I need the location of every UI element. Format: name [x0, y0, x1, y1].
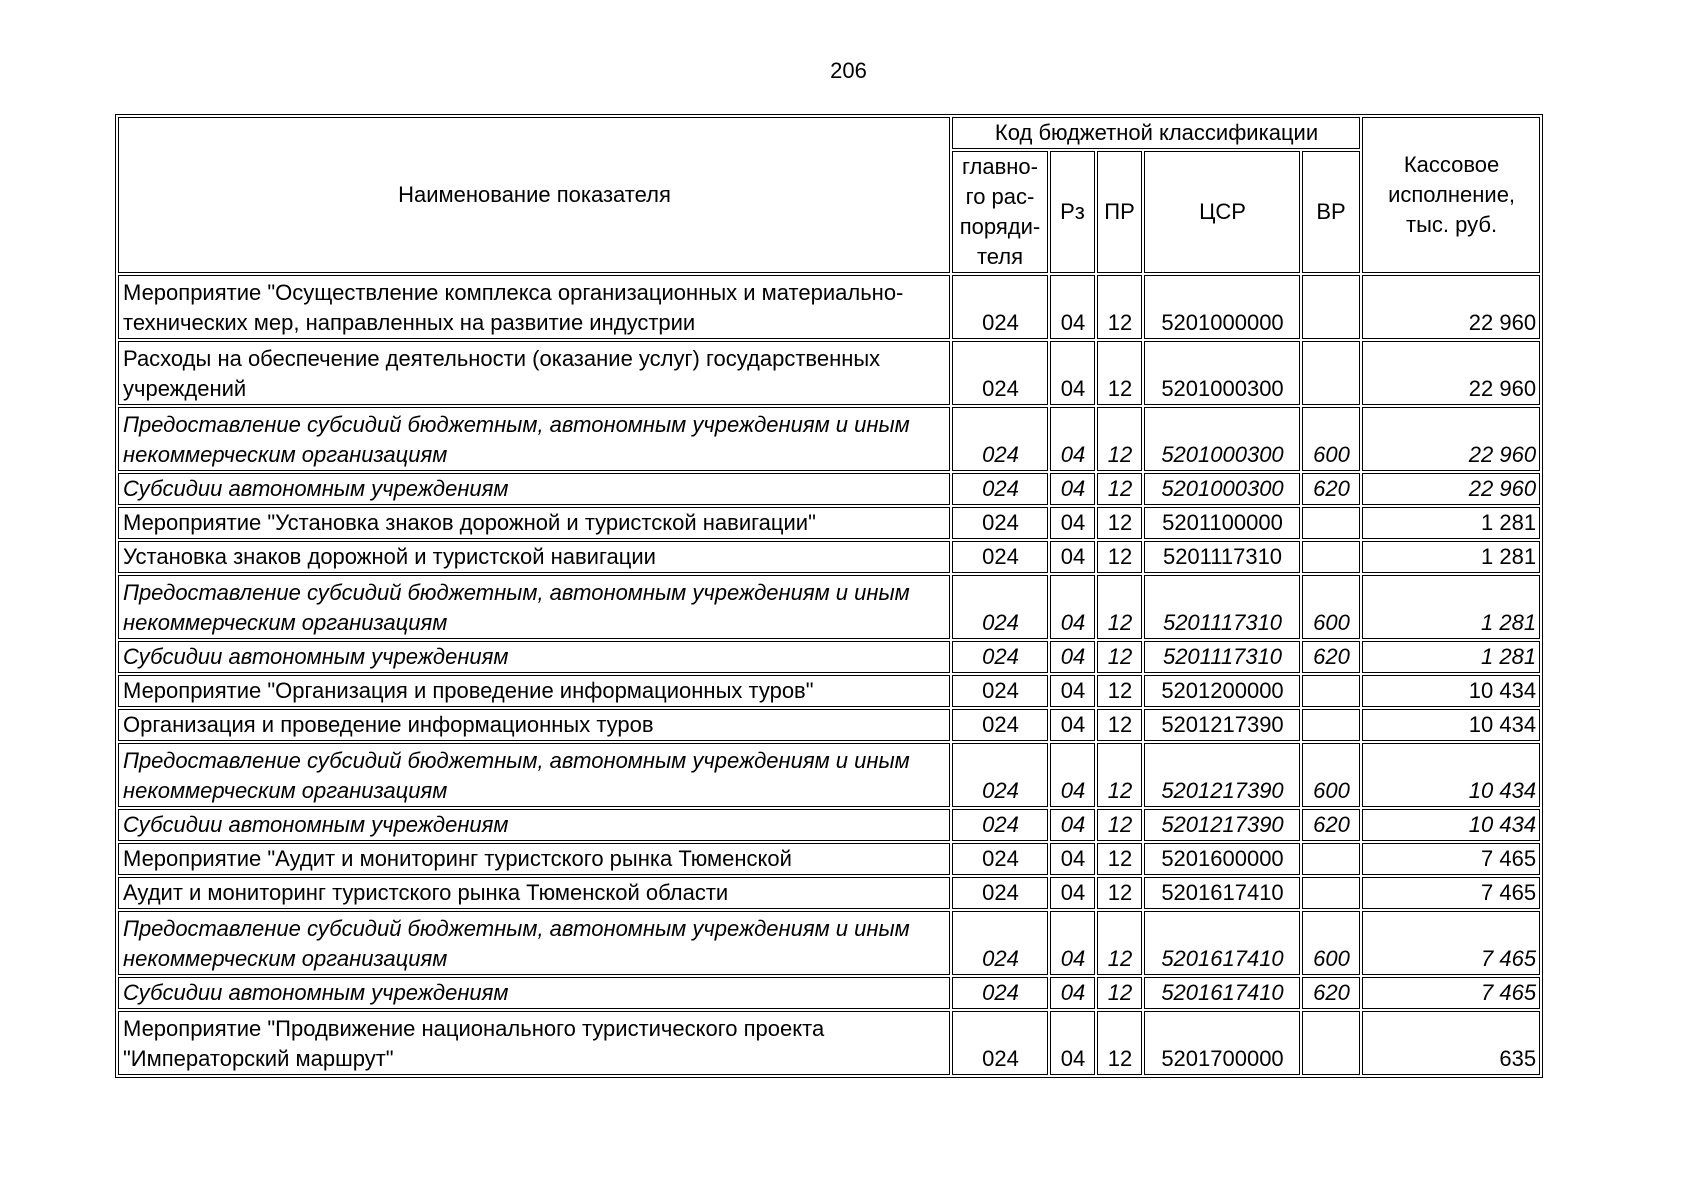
row-vr: 600: [1302, 743, 1360, 807]
page-number: 206: [830, 58, 867, 83]
row-csr: 5201217390: [1144, 743, 1300, 807]
row-name: Субсидии автономным учреждениям: [118, 473, 950, 505]
row-rz: 04: [1050, 911, 1095, 975]
header-amount: [1362, 117, 1540, 273]
row-name: Предоставление субсидий бюджетным, автономным учреждениям и иным некоммерческим организациям: [118, 575, 950, 639]
row-pr: 12: [1097, 473, 1142, 505]
row-rz: 04: [1050, 977, 1095, 1009]
table-row: [118, 541, 1540, 573]
table-row: [118, 641, 1540, 673]
table-row: [118, 473, 1540, 505]
row-rz: 04: [1050, 507, 1095, 539]
row-amount: 22 960: [1362, 407, 1540, 471]
row-name: Аудит и мониторинг туристского рынка Тюменской области: [118, 877, 950, 909]
row-vr: [1302, 507, 1360, 539]
header-name: Наименование показателя: [118, 117, 950, 273]
row-rz: 04: [1050, 1011, 1095, 1075]
row-name: Субсидии автономным учреждениям: [118, 641, 950, 673]
table-row: [118, 877, 1540, 909]
row-rz: 04: [1050, 743, 1095, 807]
row-glavny: 024: [952, 341, 1048, 405]
row-pr: 12: [1097, 407, 1142, 471]
row-pr: 12: [1097, 341, 1142, 405]
row-csr: 5201217390: [1144, 809, 1300, 841]
row-amount: 1 281: [1362, 641, 1540, 673]
row-vr: 620: [1302, 641, 1360, 673]
table-row: [118, 977, 1540, 1009]
row-name: Субсидии автономным учреждениям: [118, 809, 950, 841]
row-glavny: 024: [952, 843, 1048, 875]
row-name: Мероприятие "Установка знаков дорожной и туристской навигации": [118, 507, 950, 539]
row-name: Субсидии автономным учреждениям: [118, 977, 950, 1009]
row-name: Мероприятие "Организация и проведение информационных туров": [118, 675, 950, 707]
row-csr: 5201117310: [1144, 575, 1300, 639]
header-glavny-line: теля: [976, 244, 1024, 269]
row-glavny: 024: [952, 641, 1048, 673]
row-vr: 620: [1302, 977, 1360, 1009]
header-pr: ПР: [1097, 151, 1142, 273]
row-pr: 12: [1097, 743, 1142, 807]
row-csr: 5201617410: [1144, 877, 1300, 909]
row-vr: [1302, 709, 1360, 741]
row-amount: 10 434: [1362, 709, 1540, 741]
row-vr: 600: [1302, 407, 1360, 471]
row-amount: 10 434: [1362, 675, 1540, 707]
row-rz: 04: [1050, 709, 1095, 741]
row-csr: 5201617410: [1144, 911, 1300, 975]
row-amount: 7 465: [1362, 911, 1540, 975]
row-csr: 5201000300: [1144, 473, 1300, 505]
table-row: [118, 341, 1540, 405]
row-pr: 12: [1097, 275, 1142, 339]
row-glavny: 024: [952, 407, 1048, 471]
row-name: Предоставление субсидий бюджетным, автономным учреждениям и иным некоммерческим организациям: [118, 911, 950, 975]
row-pr: 12: [1097, 641, 1142, 673]
row-vr: 620: [1302, 809, 1360, 841]
row-vr: [1302, 877, 1360, 909]
row-csr: 5201617410: [1144, 977, 1300, 1009]
row-rz: 04: [1050, 877, 1095, 909]
row-glavny: 024: [952, 473, 1048, 505]
row-vr: [1302, 675, 1360, 707]
table-row: [118, 575, 1540, 639]
table-row: [118, 1011, 1540, 1075]
row-pr: 12: [1097, 877, 1142, 909]
row-csr: 5201600000: [1144, 843, 1300, 875]
row-amount: 10 434: [1362, 809, 1540, 841]
table-row: [118, 275, 1540, 339]
row-glavny: 024: [952, 1011, 1048, 1075]
row-glavny: 024: [952, 709, 1048, 741]
row-pr: 12: [1097, 709, 1142, 741]
budget-table: [115, 114, 1543, 1078]
row-pr: 12: [1097, 977, 1142, 1009]
row-glavny: 024: [952, 977, 1048, 1009]
row-name: Предоставление субсидий бюджетным, автономным учреждениям и иным некоммерческим организациям: [118, 743, 950, 807]
row-name: Мероприятие "Продвижение национального туристического проекта "Императорский маршрут": [118, 1011, 950, 1075]
table-row: [118, 809, 1540, 841]
row-pr: 12: [1097, 675, 1142, 707]
table-row: [118, 911, 1540, 975]
row-glavny: 024: [952, 541, 1048, 573]
header-glavny: [952, 151, 1048, 273]
header-glavny-line: го рас-: [965, 184, 1035, 209]
row-rz: 04: [1050, 675, 1095, 707]
header-rz: Рз: [1050, 151, 1095, 273]
row-name: Предоставление субсидий бюджетным, автономным учреждениям и иным некоммерческим организациям: [118, 407, 950, 471]
row-name: Расходы на обеспечение деятельности (оказание услуг) государственных учреждений: [118, 341, 950, 405]
row-vr: 600: [1302, 575, 1360, 639]
table-body: [118, 275, 1540, 1075]
row-amount: 7 465: [1362, 877, 1540, 909]
header-glavny-line: главно-: [961, 154, 1038, 179]
row-vr: [1302, 843, 1360, 875]
table-row: [118, 507, 1540, 539]
row-amount: 1 281: [1362, 541, 1540, 573]
row-amount: 22 960: [1362, 341, 1540, 405]
row-pr: 12: [1097, 809, 1142, 841]
header-vr: ВР: [1302, 151, 1360, 273]
row-rz: 04: [1050, 473, 1095, 505]
row-rz: 04: [1050, 575, 1095, 639]
row-csr: 5201200000: [1144, 675, 1300, 707]
row-name: Мероприятие "Аудит и мониторинг туристского рынка Тюменской: [118, 843, 950, 875]
row-rz: 04: [1050, 843, 1095, 875]
row-pr: 12: [1097, 541, 1142, 573]
row-vr: 600: [1302, 911, 1360, 975]
row-csr: 5201117310: [1144, 641, 1300, 673]
row-glavny: 024: [952, 507, 1048, 539]
row-pr: 12: [1097, 911, 1142, 975]
row-csr: 5201117310: [1144, 541, 1300, 573]
row-vr: [1302, 1011, 1360, 1075]
row-name: Установка знаков дорожной и туристской навигации: [118, 541, 950, 573]
row-glavny: 024: [952, 911, 1048, 975]
row-pr: 12: [1097, 1011, 1142, 1075]
row-amount: 635: [1362, 1011, 1540, 1075]
row-csr: 5201217390: [1144, 709, 1300, 741]
row-amount: 22 960: [1362, 473, 1540, 505]
row-amount: 1 281: [1362, 575, 1540, 639]
table-row: [118, 843, 1540, 875]
table-row: [118, 675, 1540, 707]
header-amount-line: Кассовое: [1403, 152, 1500, 177]
row-rz: 04: [1050, 341, 1095, 405]
row-glavny: 024: [952, 877, 1048, 909]
row-vr: [1302, 275, 1360, 339]
row-rz: 04: [1050, 275, 1095, 339]
row-glavny: 024: [952, 575, 1048, 639]
table-row: [118, 709, 1540, 741]
header-glavny-line: поряди-: [959, 214, 1041, 239]
row-pr: 12: [1097, 843, 1142, 875]
row-csr: 5201000300: [1144, 407, 1300, 471]
row-pr: 12: [1097, 507, 1142, 539]
row-rz: 04: [1050, 541, 1095, 573]
row-glavny: 024: [952, 809, 1048, 841]
row-rz: 04: [1050, 641, 1095, 673]
row-amount: 10 434: [1362, 743, 1540, 807]
row-amount: 7 465: [1362, 843, 1540, 875]
row-amount: 22 960: [1362, 275, 1540, 339]
row-vr: 620: [1302, 473, 1360, 505]
row-vr: [1302, 341, 1360, 405]
header-csr: ЦСР: [1144, 151, 1300, 273]
row-glavny: 024: [952, 743, 1048, 807]
header-amount-line: исполнение,: [1388, 182, 1516, 207]
row-name: Мероприятие "Осуществление комплекса организационных и материально-технических мер, направленных на развитие индустрии: [118, 275, 950, 339]
header-amount-line: тыс. руб.: [1406, 212, 1498, 237]
row-amount: 1 281: [1362, 507, 1540, 539]
table-row: [118, 407, 1540, 471]
table-row: [118, 743, 1540, 807]
row-glavny: 024: [952, 275, 1048, 339]
row-rz: 04: [1050, 809, 1095, 841]
row-csr: 5201700000: [1144, 1011, 1300, 1075]
row-amount: 7 465: [1362, 977, 1540, 1009]
row-pr: 12: [1097, 575, 1142, 639]
row-csr: 5201000300: [1144, 341, 1300, 405]
row-csr: 5201100000: [1144, 507, 1300, 539]
row-glavny: 024: [952, 675, 1048, 707]
row-vr: [1302, 541, 1360, 573]
row-rz: 04: [1050, 407, 1095, 471]
row-name: Организация и проведение информационных туров: [118, 709, 950, 741]
header-code-group: Код бюджетной классификации: [952, 117, 1360, 149]
row-csr: 5201000000: [1144, 275, 1300, 339]
